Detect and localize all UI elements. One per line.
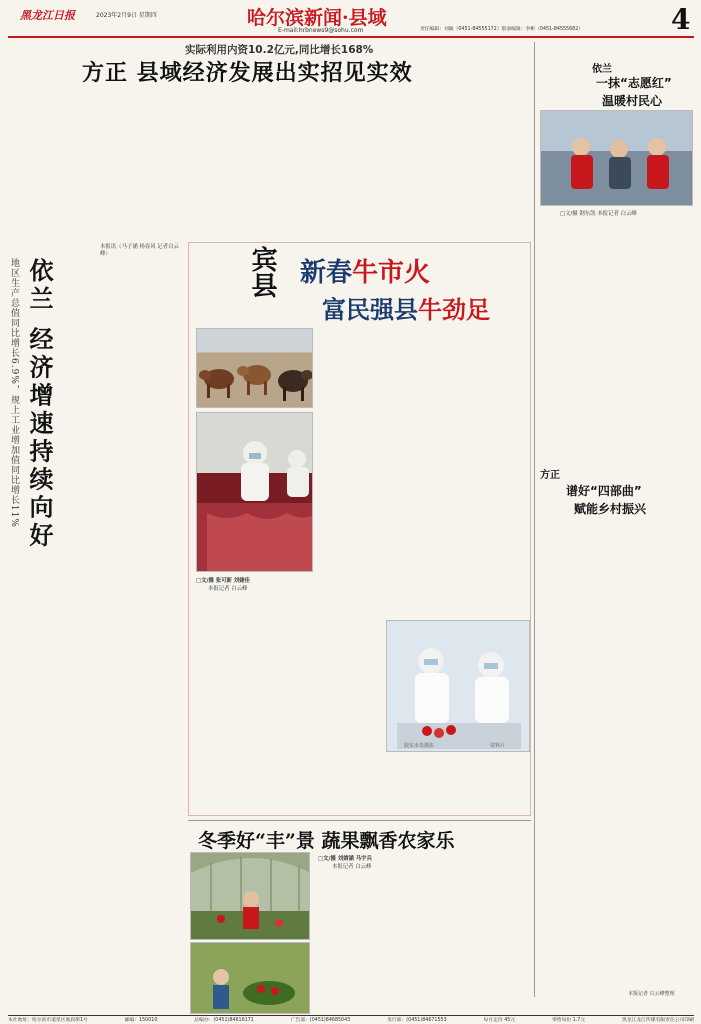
footer-office-phone: 总编办：(0451)84616171 [194, 1018, 254, 1023]
binxian-body-col6 [386, 756, 530, 812]
yilan-subhead: 地区生产总值同比增长6.9%，规上工业增加值同比增长11% [9, 258, 19, 528]
yilan-headline: 依兰 经济增速持续向好 [25, 258, 54, 551]
footer-postcode: 邮编：150010 [124, 1018, 158, 1023]
binxian-caption: □文/摄 张可新 刘婕佳 [196, 578, 250, 584]
volunteer-photo [540, 110, 693, 206]
cattle-illustration [197, 329, 313, 408]
binxian-body-col2 [254, 578, 312, 812]
sidebar-story1-body [540, 218, 693, 458]
footer-address: 本社地址：哈尔滨市道里区地段街1号 [8, 1018, 88, 1023]
bottom-byline-1: □文/摄 刘婧涵 马宇兵 [318, 856, 372, 862]
cattle-photo [196, 328, 313, 408]
yilan-byline: 本报讯（马子涵 杨春风 记者白云峰） [100, 244, 179, 257]
paper-logo: 黑龙江日报 [20, 9, 75, 22]
footer-printer: 黑龙江龙江传媒有限责任公司印刷 [621, 1018, 694, 1023]
footer-price: 每月定价 45元 [483, 1018, 516, 1023]
yilan-body-lower [8, 562, 186, 820]
binxian-headline-2b: 牛劲足 [418, 295, 490, 324]
greenhouse-photo [190, 852, 310, 940]
sidebar-story2-headline-2: 赋能乡村振兴 [574, 502, 647, 516]
sidebar-story1-place: 依兰 [592, 64, 612, 75]
sidebar-story1-headline-1: 一抹“志愿红” [596, 76, 672, 90]
sidebar-story1-headline-2: 温暖村民心 [602, 94, 663, 108]
workers-illustration [197, 413, 313, 572]
sidebar-divider [534, 42, 535, 997]
editor-contacts: 责任编辑：刘颖（0451-84555172）版面编辑：李彬（0451-84555682） [420, 27, 584, 32]
lab-photo-credit: 胶东市朱摄影 [404, 743, 435, 749]
lead-body-col1 [8, 90, 134, 240]
yilan-body-right [100, 262, 186, 562]
sidebar-story2-headline-1: 谱好“四部曲” [566, 484, 642, 498]
bottom-rule [188, 820, 531, 821]
sidebar-story2-place: 方正 [540, 470, 560, 481]
sidebar-story2-end: 本报记者 白云峰整理 [628, 991, 675, 997]
binxian-body-col3 [316, 328, 382, 812]
lab-photo-credit-2: 资料片 [490, 743, 506, 749]
section-title: 哈尔滨新闻·县域 [247, 7, 387, 29]
lab-illustration [387, 621, 530, 752]
lead-body-col3 [272, 90, 398, 240]
binxian-county: 宾县 [247, 246, 277, 298]
bottom-body-col3 [464, 852, 532, 1014]
footer-issue-phone: 发行部：(0451)84671553 [387, 1018, 447, 1023]
lead-body-col4 [404, 90, 531, 240]
vegetable-illustration [191, 943, 310, 1014]
footer-ad-phone: 广告部：(0451)84685043 [290, 1018, 351, 1023]
lab-photo [386, 620, 530, 752]
bottom-body-col1 [316, 872, 386, 1014]
sidebar-story1-byline: □文/摄 钢东凯 本报记者 白云峰 [560, 211, 637, 217]
binxian-headline-2a: 富民强县 [322, 295, 418, 324]
greenhouse-illustration [191, 853, 310, 940]
issue-date: 2023年2月9日 星期四 [96, 12, 157, 19]
binxian-headline-line2 [322, 290, 490, 325]
section-email: E-mail:hrbnews9@sohu.com [278, 27, 364, 34]
page-number: 4 [671, 3, 691, 36]
volunteer-illustration [541, 111, 693, 206]
lead-kicker: 实际利用内资10.2亿元,同比增长168% [185, 44, 374, 56]
vegetable-photo [190, 942, 310, 1014]
footer-bar [8, 1016, 694, 1024]
footer-retail: 零售每份 1.7元 [551, 1018, 586, 1023]
binxian-body-col5 [458, 328, 530, 616]
binxian-body-col1 [196, 594, 250, 812]
left-lower-body [8, 824, 186, 1014]
lead-body-col2 [140, 90, 266, 240]
binxian-headline-1b: 牛市火 [352, 258, 431, 288]
sidebar-story2-body [540, 520, 693, 990]
binxian-body-col4 [386, 328, 454, 616]
binxian-headline-line1 [300, 252, 430, 289]
bottom-headline: 冬季好“丰”景 蔬果飘香农家乐 [198, 830, 455, 852]
binxian-caption-2: 本报记者 白云峰 [208, 586, 248, 592]
meat-processing-photo [196, 412, 313, 572]
lead-headline: 方正 县域经济发展出实招见实效 [82, 60, 413, 86]
bottom-body-col2 [390, 852, 460, 1014]
masthead-rule [8, 36, 694, 38]
bottom-byline-2: 本报记者 白云峰 [332, 864, 372, 870]
binxian-headline-1a: 新春 [300, 258, 353, 288]
